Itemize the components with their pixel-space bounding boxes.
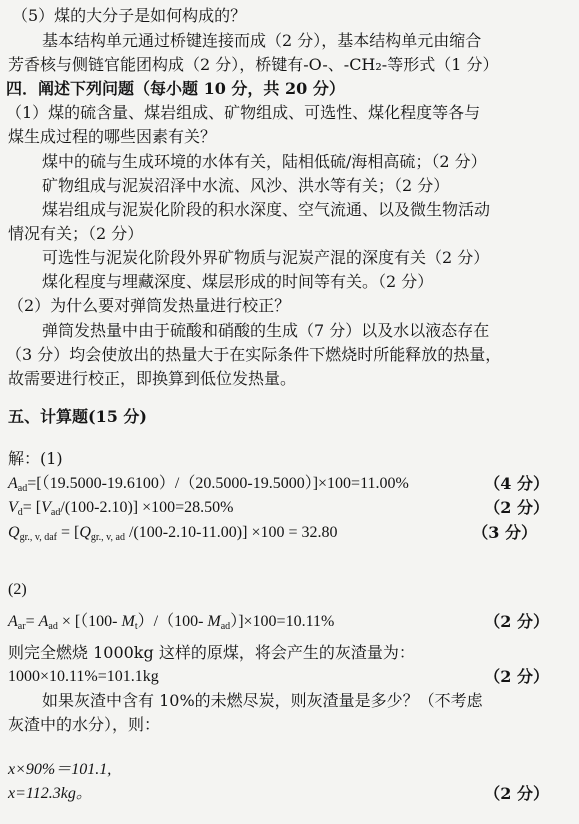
part-2-label: (2)	[8, 581, 27, 598]
q2-answer-line-2: （3 分）均会使放出的热量大于在实际条件下燃烧时所能释放的热量，	[6, 345, 502, 364]
q1-title-line-1: （1）煤的硫含量、煤岩组成、矿物组成、可选性、煤化程度等各与	[6, 103, 481, 122]
q2-title: （2）为什么要对弹筒发热量进行校正？	[8, 296, 291, 315]
equation-ash-ad-points: （4 分）	[484, 474, 549, 493]
equation-x-result-points: （2 分）	[484, 784, 549, 803]
equation-ash-ar: $A_{ar}= A_{ad} \times [(100-$ $M_t)/(100-$ $M_{ad})]\times 100=10.11\%$	[8, 613, 335, 632]
q1-answer-mineral: 矿物组成与泥炭沼泽中水流、风沙、洪水等有关；（2 分）	[42, 176, 450, 195]
q5-answer-line-1: 基本结构单元通过桥键连接而成（2 分），基本结构单元由缩合	[42, 31, 482, 50]
subscript-ad: ad	[17, 483, 28, 494]
section-4-heading: 四．阐述下列问题（每小题 10 分，共 20 分）	[6, 79, 345, 98]
q5-answer-line-2: 芳香核与侧链官能团构成（2 分），桥键有-O-、-CH₂-等形式（1 分）	[8, 55, 499, 74]
equation-volatile-d: $V_d= [V_{ad}/(100-2.10)] \times 100=28.50\%$	[8, 499, 234, 518]
text-ash-residue-points: （2 分）	[484, 667, 549, 686]
text-unburnt-question-1: 如果灰渣中含有 10%的未燃尽炭，则灰渣量是多少？（不考虑	[42, 691, 483, 710]
equation-ash-ar-points: （2 分）	[484, 612, 549, 631]
q2-answer-line-1: 弹筒发热量中由于硫酸和硝酸的生成（7 分）以及水以液态存在	[42, 321, 490, 340]
equation-ash-ad	[8, 474, 409, 499]
q2-answer-line-3: 故需要进行校正，即换算到低位发热量。	[8, 369, 297, 388]
equation-x-result: x=112.3kg。	[8, 785, 92, 802]
equation-volatile-d-points: （2 分）	[484, 498, 549, 517]
q1-answer-lithotype-1: 煤岩组成与泥炭化阶段的积水深度、空气流通、以及微生物活动	[42, 200, 491, 219]
text-ash-residue: 则完全燃烧 1000kg 这样的原煤，将会产生的灰渣量为：	[8, 643, 415, 662]
q1-answer-washability: 可选性与泥炭化阶段外界矿物质与泥炭产混的深度有关（2 分）	[42, 248, 490, 267]
solution-label: 解：(1)	[8, 449, 63, 468]
symbol-A: A	[8, 475, 18, 492]
q1-answer-rank: 煤化程度与埋藏深度、煤层形成的时间等有关。（2 分）	[42, 272, 434, 291]
section-5-heading: 五、计算题(15 分)	[8, 407, 147, 426]
q5-title: （5）煤的大分子是如何构成的？	[12, 6, 247, 25]
q1-answer-lithotype-2: 情况有关；（2 分）	[8, 224, 144, 243]
text-unburnt-question-2: 灰渣中的水分），则：	[8, 715, 161, 734]
q1-title-line-2: 煤生成过程的哪些因素有关？	[8, 127, 217, 146]
text-ash-residue-calc: 1000×10.11%=101.1kg	[8, 668, 159, 685]
equation-x-ninety: x×90%＝101.1,	[8, 761, 112, 778]
equation-calorific-daf: $Q_{gr., v, daf} = [Q_{gr., v, ad}$ /(100-2.10-11.00)] ×100 = 32.80	[8, 524, 338, 543]
equation-ash-ad-rhs: =[（19.5000-19.6100）/（20.5000-19.5000）]×100=11.00%	[27, 475, 409, 492]
q1-answer-sulfur: 煤中的硫与生成环境的水体有关，陆相低硫/海相高硫；（2 分）	[42, 152, 487, 171]
equation-calorific-daf-points: （3 分）	[472, 523, 537, 542]
